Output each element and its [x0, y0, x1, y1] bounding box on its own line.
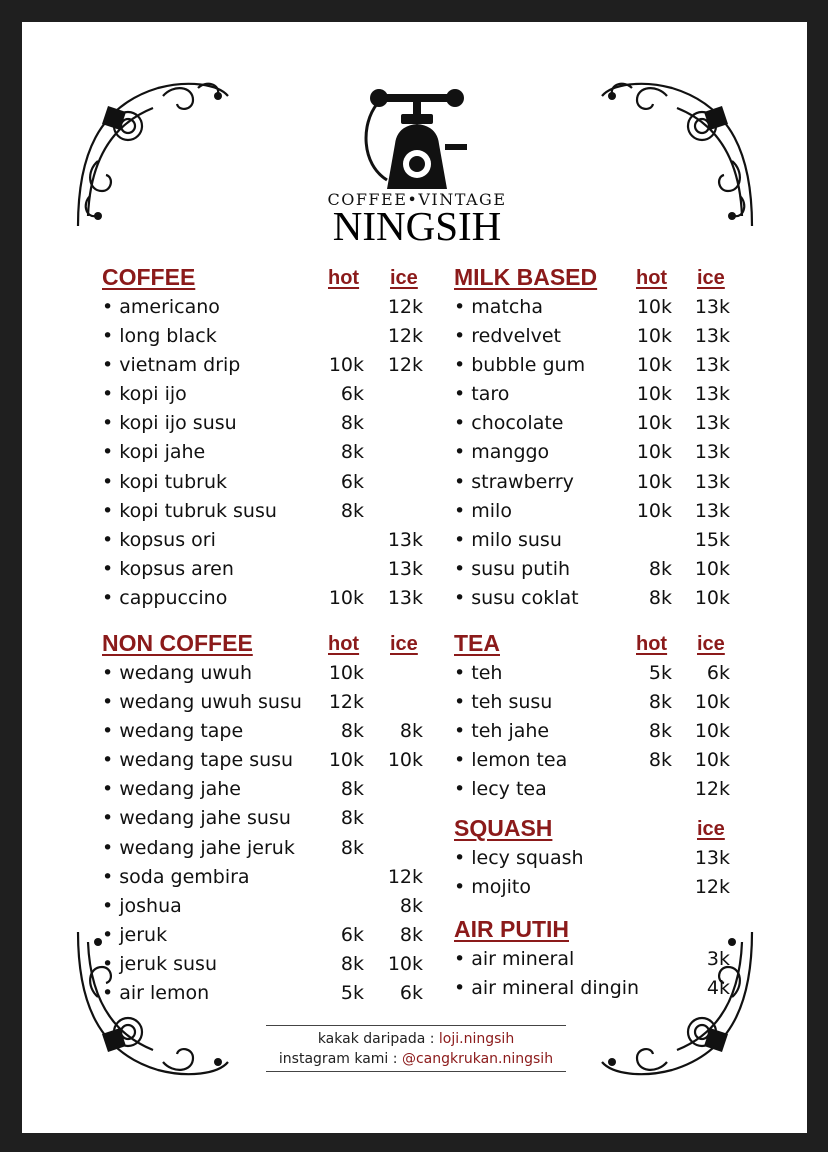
- footer-line-instagram: [266, 1049, 566, 1069]
- menu-item: [102, 805, 432, 834]
- menu-item: [102, 410, 432, 439]
- menu-item: [454, 527, 754, 556]
- section-non-coffee: [102, 630, 432, 1009]
- menu-item: [102, 893, 432, 922]
- menu-list: [454, 294, 754, 614]
- section-header: [102, 264, 432, 294]
- ice-price: 12k: [387, 354, 423, 377]
- menu-item: [454, 439, 754, 468]
- menu-item: [454, 975, 754, 1004]
- item-name: • teh susu: [454, 691, 553, 714]
- item-name: • lemon tea: [454, 749, 568, 772]
- hot-column-header: hot: [636, 267, 668, 289]
- ice-price: 6k: [706, 662, 730, 684]
- ice-price: 13k: [694, 412, 730, 435]
- vintage-telephone-icon: [317, 84, 517, 189]
- menu-item: [102, 689, 432, 718]
- menu-list: [454, 845, 754, 903]
- ice-price: 13k: [694, 441, 730, 464]
- price: 3k: [706, 948, 730, 970]
- item-name: • bubble gum: [454, 354, 586, 377]
- item-name: • joshua: [102, 894, 182, 917]
- hot-price: 6k: [340, 923, 364, 946]
- menu-page: [22, 22, 807, 1133]
- menu-item: [102, 352, 432, 381]
- item-name: • air lemon: [102, 982, 210, 1005]
- menu-item: [454, 776, 754, 805]
- ice-price: 10k: [694, 691, 730, 714]
- menu-item: [102, 922, 432, 951]
- menu-item: [102, 439, 432, 468]
- hot-price: 6k: [340, 383, 364, 406]
- item-name: • susu coklat: [454, 586, 579, 609]
- footer-info: [266, 1025, 566, 1072]
- section-coffee: [102, 264, 432, 614]
- hot-price: 8k: [340, 412, 364, 435]
- item-name: • teh jahe: [454, 720, 550, 743]
- item-name: • wedang tape: [102, 720, 244, 743]
- corner-ornament-icon: [592, 66, 762, 236]
- item-name: • susu putih: [454, 557, 571, 580]
- brand-subtitle: COFFEE•VINTAGE: [327, 190, 507, 209]
- hot-price: 6k: [340, 470, 364, 493]
- hot-price: 5k: [340, 982, 364, 1005]
- section-title: MILK BASED: [454, 264, 598, 290]
- corner-ornament-icon: [68, 66, 238, 236]
- item-name: • strawberry: [454, 470, 574, 493]
- section-squash: [454, 815, 754, 903]
- menu-list: [454, 946, 754, 1004]
- hot-price: 10k: [328, 586, 364, 609]
- item-name: • taro: [454, 383, 510, 406]
- hot-price: 10k: [636, 441, 672, 464]
- menu-item: [454, 718, 754, 747]
- menu-item: [102, 718, 432, 747]
- ice-price: 6k: [399, 982, 423, 1005]
- item-name: • wedang uwuh: [102, 662, 252, 684]
- hot-price: 8k: [340, 952, 364, 975]
- menu-item: [454, 946, 754, 975]
- menu-item: [102, 951, 432, 980]
- hot-price: 10k: [636, 499, 672, 522]
- ice-price: 12k: [694, 778, 730, 801]
- menu-item: [454, 410, 754, 439]
- price: 4k: [706, 977, 730, 1000]
- ice-price: 10k: [387, 952, 423, 975]
- menu-item: [454, 323, 754, 352]
- section-milk-based: [454, 264, 754, 614]
- ice-price: 13k: [694, 847, 730, 869]
- hot-price: 10k: [328, 354, 364, 377]
- menu-list: [102, 660, 432, 1009]
- ice-column-header: ice: [697, 633, 725, 655]
- menu-item: [102, 864, 432, 893]
- item-name: • long black: [102, 325, 217, 348]
- ice-price: 8k: [399, 923, 423, 946]
- menu-item: [102, 660, 432, 689]
- item-name: • wedang jahe susu: [102, 807, 291, 830]
- item-name: • kopi ijo susu: [102, 412, 237, 435]
- menu-item: [454, 556, 754, 585]
- section-header: [454, 264, 754, 294]
- item-name: • teh: [454, 662, 503, 684]
- item-name: • jeruk: [102, 923, 168, 946]
- ice-price: 10k: [694, 749, 730, 772]
- item-name: • redvelvet: [454, 325, 561, 348]
- ice-price: 12k: [387, 865, 423, 888]
- section-header: [102, 630, 432, 660]
- menu-item: [454, 874, 754, 903]
- menu-item: [102, 980, 432, 1009]
- ice-price: 10k: [694, 586, 730, 609]
- footer-line-branch: [266, 1029, 566, 1049]
- section-title: TEA: [454, 630, 500, 656]
- menu-item: [102, 469, 432, 498]
- brand-name: NINGSIH: [332, 203, 502, 249]
- menu-item: [102, 556, 432, 585]
- item-name: • kopi jahe: [102, 441, 206, 464]
- menu-item: [454, 660, 754, 689]
- section-header: [454, 916, 754, 946]
- item-name: • wedang jahe jeruk: [102, 836, 295, 859]
- ice-column-header: ice: [697, 267, 725, 289]
- branch-label: kakak daripada :: [317, 1031, 439, 1047]
- brand-logo: [317, 84, 517, 249]
- item-name: • mojito: [454, 876, 532, 899]
- ice-price: 8k: [399, 894, 423, 917]
- item-name: • wedang jahe: [102, 778, 241, 801]
- item-name: • kopsus aren: [102, 557, 234, 580]
- item-name: • kopi tubruk: [102, 470, 227, 493]
- hot-price: 5k: [648, 662, 672, 684]
- hot-column-header: hot: [328, 633, 360, 655]
- hot-price: 8k: [340, 441, 364, 464]
- item-name: • chocolate: [454, 412, 564, 435]
- menu-item: [454, 352, 754, 381]
- item-name: • kopi tubruk susu: [102, 499, 277, 522]
- hot-price: 8k: [648, 749, 672, 772]
- hot-price: 10k: [328, 662, 364, 684]
- ice-price: 13k: [694, 499, 730, 522]
- ice-price: 10k: [694, 557, 730, 580]
- hot-price: 8k: [648, 586, 672, 609]
- menu-item: [102, 835, 432, 864]
- item-name: • cappuccino: [102, 586, 228, 609]
- item-name: • air mineral dingin: [454, 977, 640, 1000]
- section-tea: [454, 630, 754, 805]
- menu-item: [454, 585, 754, 614]
- menu-item: [102, 527, 432, 556]
- ice-column-header: ice: [390, 267, 418, 289]
- branch-handle[interactable]: loji.ningsih: [438, 1031, 515, 1047]
- menu-item: [454, 294, 754, 323]
- menu-item: [454, 498, 754, 527]
- ice-price: 13k: [694, 325, 730, 348]
- hot-price: 8k: [340, 778, 364, 801]
- instagram-label: instagram kami :: [278, 1051, 402, 1067]
- hot-price: 10k: [636, 296, 672, 318]
- menu-item: [454, 469, 754, 498]
- hot-column-header: hot: [328, 267, 360, 289]
- hot-price: 10k: [636, 412, 672, 435]
- instagram-handle[interactable]: @cangkrukan.ningsih: [401, 1051, 554, 1067]
- ice-price: 10k: [694, 720, 730, 743]
- section-header: [454, 630, 754, 660]
- item-name: • lecy tea: [454, 778, 547, 801]
- ice-price: 13k: [387, 557, 423, 580]
- hot-price: 10k: [636, 470, 672, 493]
- hot-price: 8k: [340, 836, 364, 859]
- menu-item: [454, 689, 754, 718]
- hot-price: 8k: [648, 557, 672, 580]
- menu-item: [454, 381, 754, 410]
- hot-price: 10k: [636, 383, 672, 406]
- menu-item: [102, 381, 432, 410]
- item-name: • soda gembira: [102, 865, 250, 888]
- ice-price: 15k: [694, 528, 730, 551]
- ice-price: 13k: [694, 383, 730, 406]
- menu-list: [454, 660, 754, 805]
- item-name: • wedang uwuh susu: [102, 691, 302, 714]
- menu-item: [102, 323, 432, 352]
- item-name: • matcha: [454, 296, 543, 318]
- ice-price: 13k: [387, 586, 423, 609]
- menu-item: [102, 294, 432, 323]
- section-air-putih: [454, 916, 754, 1004]
- menu-item: [102, 776, 432, 805]
- hot-price: 8k: [648, 691, 672, 714]
- hot-price: 10k: [328, 749, 364, 772]
- section-title: SQUASH: [454, 815, 553, 841]
- item-name: • milo: [454, 499, 512, 522]
- menu-item: [102, 498, 432, 527]
- ice-price: 13k: [694, 470, 730, 493]
- menu-item: [102, 747, 432, 776]
- ice-price: 13k: [694, 296, 730, 318]
- ice-price: 12k: [387, 296, 423, 318]
- menu-item: [454, 845, 754, 874]
- ice-price: 13k: [387, 528, 423, 551]
- ice-price: 13k: [694, 354, 730, 377]
- menu-list: [102, 294, 432, 614]
- item-name: • kopi ijo: [102, 383, 187, 406]
- hot-price: 8k: [648, 720, 672, 743]
- menu-item: [102, 585, 432, 614]
- hot-price: 8k: [340, 807, 364, 830]
- item-name: • americano: [102, 296, 220, 318]
- item-name: • vietnam drip: [102, 354, 241, 377]
- section-title: NON COFFEE: [102, 630, 253, 656]
- ice-column-header: ice: [390, 633, 418, 655]
- item-name: • jeruk susu: [102, 952, 217, 975]
- item-name: • wedang tape susu: [102, 749, 294, 772]
- hot-column-header: hot: [636, 633, 668, 655]
- hot-price: 10k: [636, 354, 672, 377]
- item-name: • milo susu: [454, 528, 562, 551]
- ice-price: 8k: [399, 720, 423, 743]
- ice-price: 12k: [694, 876, 730, 899]
- hot-price: 8k: [340, 499, 364, 522]
- ice-price: 12k: [387, 325, 423, 348]
- item-name: • kopsus ori: [102, 528, 216, 551]
- hot-price: 12k: [328, 691, 364, 714]
- item-name: • lecy squash: [454, 847, 584, 869]
- hot-price: 10k: [636, 325, 672, 348]
- section-title: AIR PUTIH: [454, 916, 569, 942]
- item-name: • manggo: [454, 441, 550, 464]
- menu-item: [454, 747, 754, 776]
- hot-price: 8k: [340, 720, 364, 743]
- ice-price: 10k: [387, 749, 423, 772]
- section-title: COFFEE: [102, 264, 196, 290]
- ice-column-header: ice: [697, 818, 725, 840]
- item-name: • air mineral: [454, 948, 575, 970]
- section-header: [454, 815, 754, 845]
